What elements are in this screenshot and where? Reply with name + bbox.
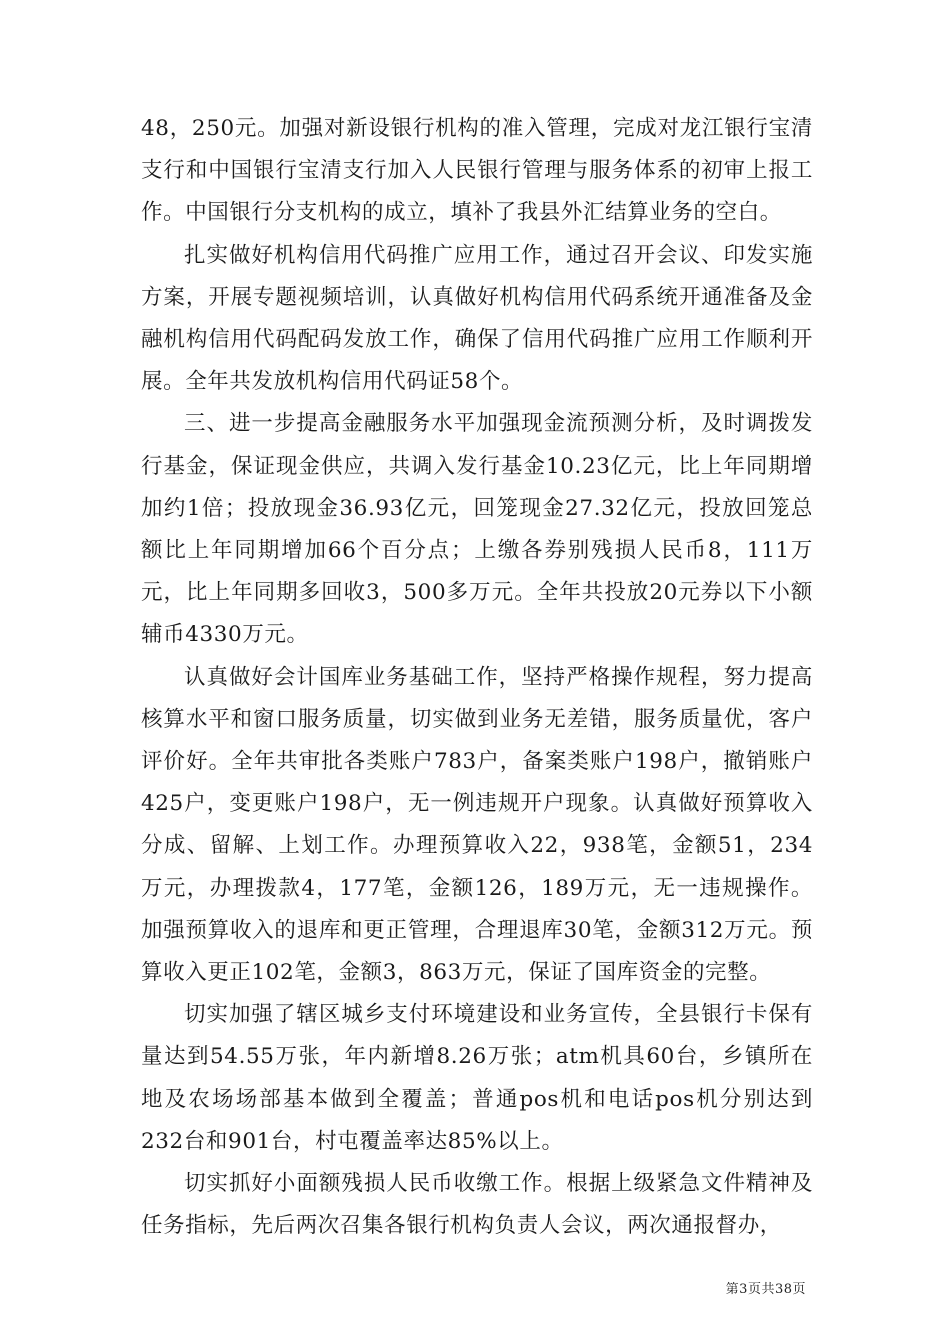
document-body [141, 108, 813, 1247]
paragraph-cash-flow: 三、进一步提高金融服务水平加强现金流预测分析，及时调拨发行基金，保证现金供应，共调入发行基金10.23亿元，比上年同期增加约1倍；投放现金36.93亿元，回笼现金27.32亿元，投放回笼总额比上年同期增加66个百分点；上缴各券别残损人民币8，111万元，比上年同期多回收3，500多万元。全年共投放20元券以下小额辅币4330万元。 [141, 411, 813, 648]
paragraph-payment-environment: 切实加强了辖区城乡支付环境建设和业务宣传，全县银行卡保有量达到54.55万张，年内新增8.26万张；atm机具60台，乡镇所在地及农场场部基本做到全覆盖；普通pos机和电话pos机分别达到232台和901台，村屯覆盖率达85%以上。 [141, 1002, 813, 1154]
paragraph-continued-bank-admission: 48，250元。加强对新设银行机构的准入管理，完成对龙江银行宝清支行和中国银行宝清支行加入人民银行管理与服务体系的初审上报工作。中国银行分支机构的成立，填补了我县外汇结算业务的空白。 [141, 116, 813, 226]
paragraph-treasury-accounting: 认真做好会计国库业务基础工作，坚持严格操作规程，努力提高核算水平和窗口服务质量，切实做到业务无差错，服务质量优，客户评价好。全年共审批各类账户783户，备案类账户198户，撤销账户425户，变更账户198户，无一例违规开户现象。认真做好预算收入分成、留解、上划工作。办理预算收入22，938笔，金额51，234万元，办理拨款4，177笔，金额126，189万元，无一违规操作。加强预算收入的退库和更正管理，合理退库30笔，金额312万元。预算收入更正102笔，金额3，863万元，保证了国库资金的完整。 [141, 664, 813, 986]
page-number: 第3页共38页 [725, 1282, 806, 1297]
paragraph-damaged-currency: 切实抓好小面额残损人民币收缴工作。根据上级紧急文件精神及任务指标，先后两次召集各银行机构负责人会议，两次通报督办， [141, 1171, 813, 1239]
paragraph-credit-code: 扎实做好机构信用代码推广应用工作，通过召开会议、印发实施方案，开展专题视频培训，认真做好机构信用代码系统开通准备及金融机构信用代码配码发放工作，确保了信用代码推广应用工作顺利开展。全年共发放机构信用代码证58个。 [141, 242, 813, 395]
